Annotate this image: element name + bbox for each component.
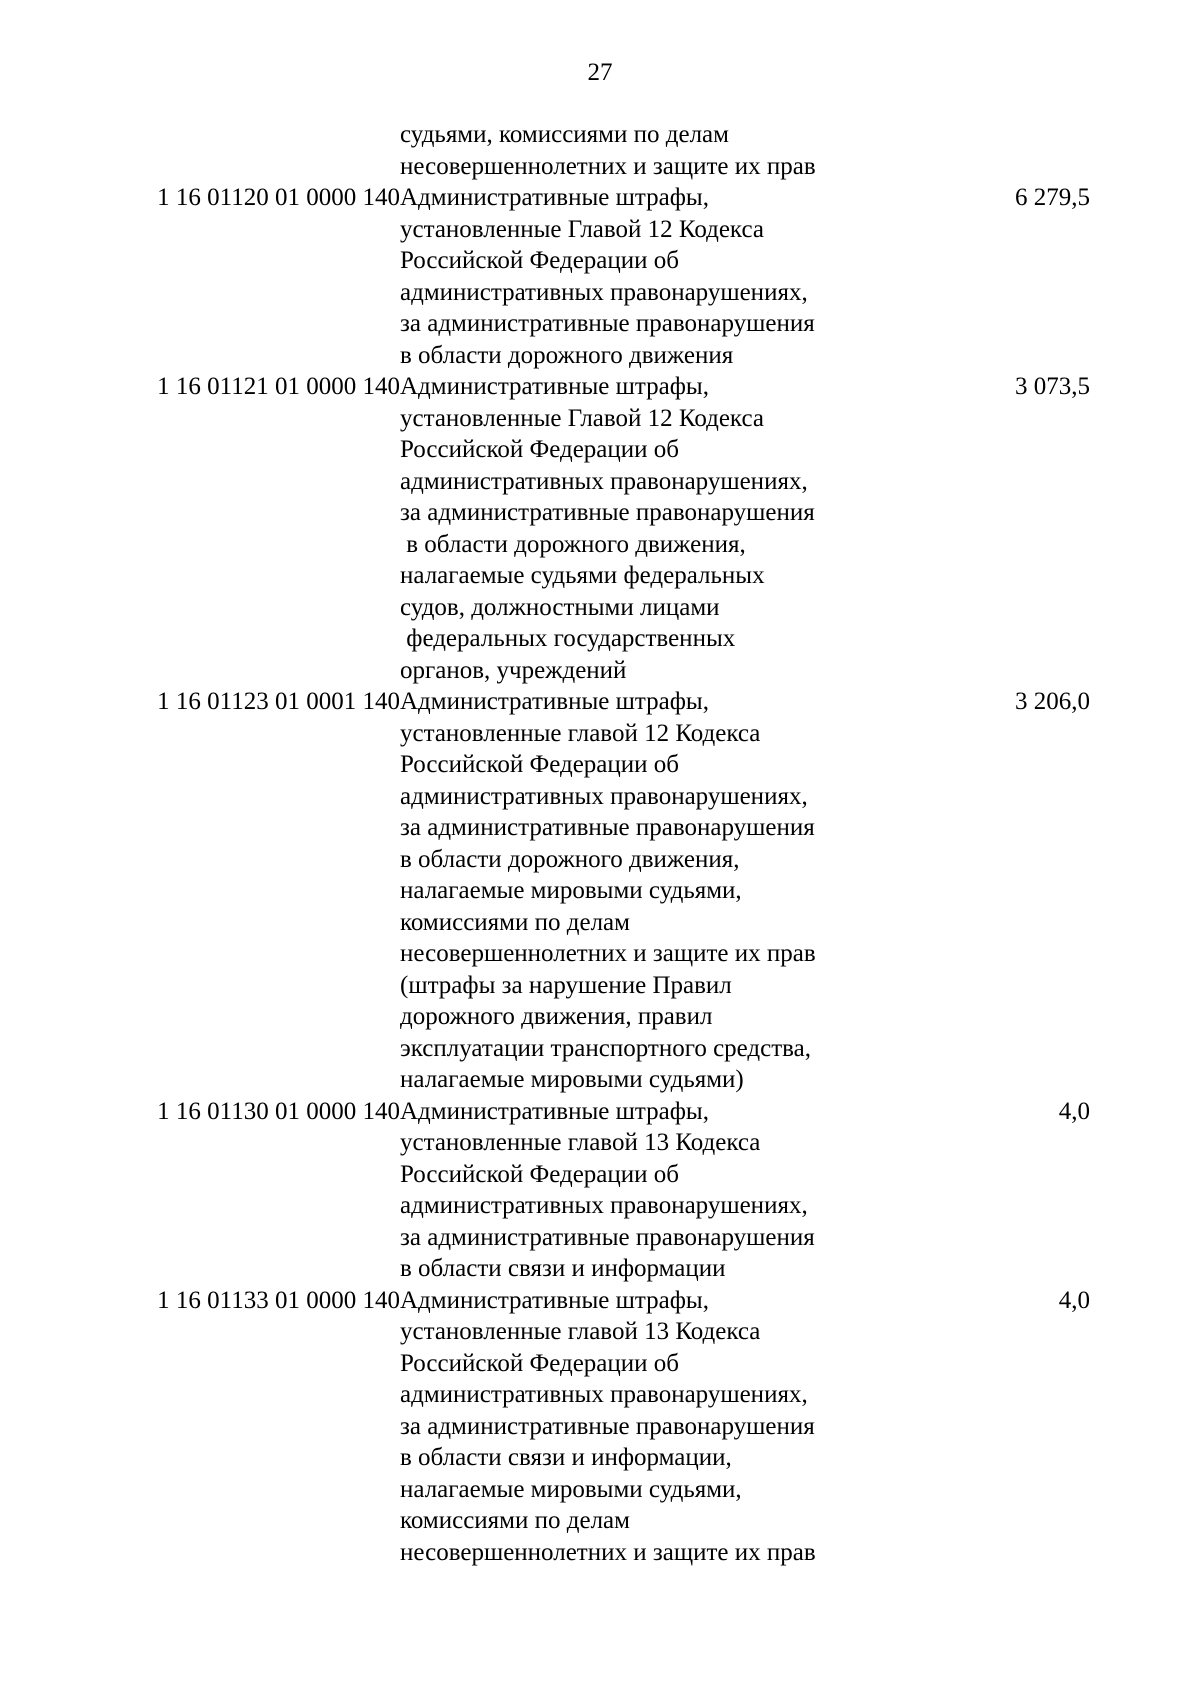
row-name-line: налагаемые судьями федеральных: [400, 562, 765, 589]
row-name-line: установленные Главой 12 Кодекса: [400, 215, 764, 243]
row-name-line: Административные штрафы,: [400, 373, 709, 400]
row-name-line: (штрафы за нарушение Правил: [400, 971, 732, 999]
row-name-line: за административные правонарушения: [400, 1223, 815, 1251]
row-name-continuation: [400, 119, 870, 182]
row-amount: 3 206,0: [1015, 688, 1090, 715]
row-name-line: комиссиями по делам: [400, 1507, 630, 1534]
row-name: [400, 1096, 870, 1285]
table-row: [110, 371, 1090, 686]
table-row-continuation: [110, 119, 1090, 182]
row-name-line: дорожного движения, правил: [400, 1003, 713, 1030]
row-name-line: Российской Федерации об: [400, 751, 679, 778]
row-name-line: в области связи и информации,: [400, 1444, 732, 1471]
row-name: [400, 371, 870, 686]
table-row: [110, 182, 1090, 371]
row-code: [110, 119, 400, 182]
table-row: [110, 1096, 1090, 1285]
row-name-line: установленные главой 12 Кодекса: [400, 719, 761, 747]
row-name-line: Российской Федерации об: [400, 436, 679, 463]
row-name-line: Российской Федерации об: [400, 1160, 679, 1188]
row-amount: 3 073,5: [1015, 373, 1090, 400]
row-name-line: судьями, комиссиями по делам: [400, 121, 729, 148]
row-code: 1 16 01130 01 0000 140: [157, 1097, 400, 1125]
row-name-line: административных правонарушениях,: [400, 467, 808, 495]
row-name-line: за административные правонарушения: [400, 310, 815, 337]
row-name-line: административных правонарушениях,: [400, 782, 808, 810]
table-row: [110, 686, 1090, 1096]
row-code: 1 16 01120 01 0000 140: [157, 184, 400, 211]
row-name-line: Административные штрафы,: [400, 1097, 709, 1125]
row-name: [400, 686, 870, 1096]
row-name-line: в области дорожного движения,: [400, 530, 746, 558]
row-name-line: административных правонарушениях,: [400, 1192, 808, 1219]
row-name-line: органов, учреждений: [400, 656, 627, 684]
row-name-line: административных правонарушениях,: [400, 278, 808, 306]
row-name-line: установленные главой 13 Кодекса: [400, 1318, 761, 1345]
page-number: 27: [587, 59, 613, 86]
row-amount: 4,0: [1058, 1286, 1090, 1314]
row-name-line: в области дорожного движения: [400, 341, 734, 369]
row-name-line: несовершеннолетних и защите их прав: [400, 940, 816, 967]
row-code: 1 16 01133 01 0000 140: [157, 1286, 400, 1314]
row-name-line: несовершеннолетних и защите их прав: [400, 152, 816, 180]
row-code: 1 16 01121 01 0000 140: [157, 373, 400, 400]
row-name-line: комиссиями по делам: [400, 908, 630, 936]
table-row: [110, 1285, 1090, 1569]
row-name-line: за административные правонарушения: [400, 1412, 815, 1440]
row-name-line: в области связи и информации: [400, 1255, 726, 1282]
row-amount: 4,0: [1058, 1097, 1090, 1125]
row-name-line: за административные правонарушения: [400, 499, 815, 526]
row-name: [400, 1285, 870, 1569]
row-name-line: Административные штрафы,: [400, 1286, 709, 1314]
row-name-line: в области дорожного движения,: [400, 845, 740, 873]
row-name-line: судов, должностными лицами: [400, 593, 720, 621]
row-name-line: Российской Федерации об: [400, 1349, 679, 1377]
row-name-line: налагаемые мировыми судьями,: [400, 1475, 742, 1503]
row-amount: 6 279,5: [1015, 184, 1090, 211]
row-name-line: Административные штрафы,: [400, 688, 709, 715]
row-name-line: Административные штрафы,: [400, 184, 709, 211]
budget-revenue-table: [110, 119, 1090, 1568]
row-name-line: налагаемые мировыми судьями): [400, 1066, 744, 1093]
row-name: [400, 182, 870, 371]
row-name-line: установленные главой 13 Кодекса: [400, 1129, 761, 1156]
row-name-line: федеральных государственных: [400, 625, 736, 652]
row-name-line: за административные правонарушения: [400, 814, 815, 841]
row-amount: [870, 119, 1090, 182]
row-name-line: Российской Федерации об: [400, 247, 679, 274]
row-name-line: эксплуатации транспортного средства,: [400, 1034, 811, 1062]
row-code: 1 16 01123 01 0001 140: [157, 688, 400, 715]
table-body: [110, 119, 1090, 1568]
row-name-line: налагаемые мировыми судьями,: [400, 877, 742, 904]
row-name-line: административных правонарушениях,: [400, 1381, 808, 1408]
row-name-line: установленные Главой 12 Кодекса: [400, 404, 764, 432]
row-name-line: несовершеннолетних и защите их прав: [400, 1538, 816, 1566]
